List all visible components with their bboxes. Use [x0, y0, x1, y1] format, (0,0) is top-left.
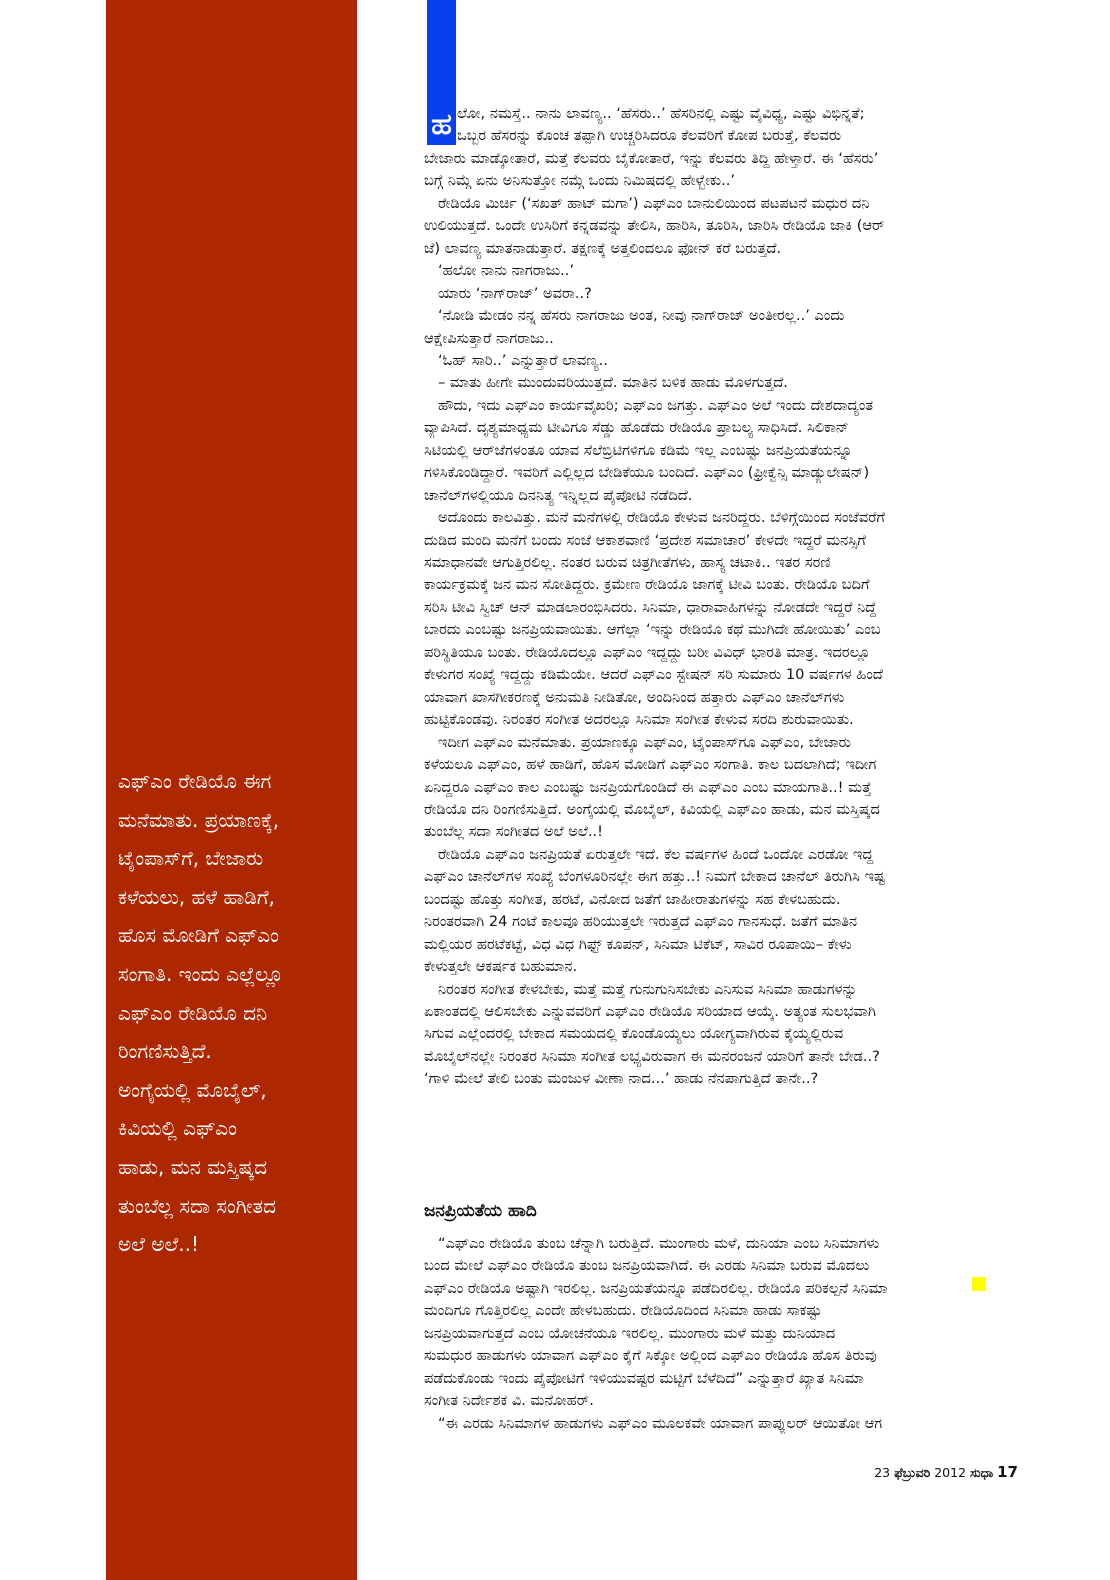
pull-quote-line: ಕಳೆಯಲು, ಹಳೆ ಹಾಡಿಗೆ, — [118, 884, 275, 909]
pull-quote-line: ಹಾಡು, ಮನ ಮಸ್ತಿಷ್ಕದ — [118, 1154, 267, 1179]
article-line: ಕೇಳುತ್ತಲೇ ಆಕರ್ಷಕ ಬಹುಮಾನ. — [424, 958, 578, 976]
article-line: ನಿರಂತರ ಸಂಗೀತ ಕೇಳಬೇಕು, ಮತ್ತೆ ಮತ್ತೆ ಗುನುಗುನಿಸಬೇಕು ಎನಿಸುವ ಸಿನಿಮಾ ಹಾಡುಗಳನ್ನು — [438, 980, 858, 998]
article-line: ಎಫ್‌ಎಂ ಚಾನೆಲ್‌ಗಳ ಸಂಖ್ಯೆ ಬೆಂಗಳೂರಿನಲ್ಲೇ ಈಗ ಹತ್ತು..! ನಿಮಗೆ ಬೇಕಾದ ಚಾನೆಲ್ ತಿರುಗಿಸಿ ಇಷ್ಟ — [424, 868, 885, 886]
section-line: ಸುಮಧುರ ಹಾಡುಗಳು ಯಾವಾಗ ಎಫ್‌ಎಂ ಕೈಗೆ ಸಿಕ್ಕೋ ಅಲ್ಲಿಂದ ಎಫ್‌ಎಂ ರೇಡಿಯೊ ಹೊಸ ತಿರುವು — [424, 1347, 877, 1365]
section-heading: ಜನಪ್ರಿಯತೆಯ ಹಾದಿ — [424, 1201, 537, 1221]
article-line: ಏನಿದ್ದರೂ ಎಫ್‌ಎಂ ಕಾಲ ಎಂಬಷ್ಟು ಜನಪ್ರಿಯಗೊಂಡಿದೆ ಈ ಎಫ್‌ಎಂ ಎಂಬ ಮಾಯಗಾತಿ..! ಮತ್ತೆ — [424, 778, 872, 796]
article-line: ‘ಹಲೋ ನಾನು ನಾಗರಾಜು..’ — [438, 262, 575, 280]
author-name: ಉಮಾ ಅನಂತ್ — [994, 1272, 1096, 1296]
article-line: ಯಾವಾಗ ಖಾಸಗೀಕರಣಕ್ಕೆ ಅನುಮತಿ ನೀಡಿತೋ, ಅಂದಿನಿಂದ ಹತ್ತಾರು ಎಫ್‌ಎಂ ಚಾನೆಲ್‌ಗಳು — [424, 688, 845, 706]
article-line: ರೇಡಿಯೊ ಮಿರ್ಚಿ (‘ಸಖತ್ ಹಾಟ್ ಮಗಾ’) ಎಫ್‌ಎಂ ಬಾನುಲಿಯಿಂದ ಪಟಪಟನೆ ಮಧುರ ದನಿ — [438, 194, 870, 212]
section-line: ಮಂದಿಗೂ ಗೊತ್ತಿರಲಿಲ್ಲ ಎಂದೇ ಹೇಳಬಹುದು. ರೇಡಿಯೊದಿಂದ ಸಿನಿಮಾ ಹಾಡು ಸಾಕಷ್ಟು — [424, 1302, 822, 1320]
article-line: ಕೇಳುಗರ ಸಂಖ್ಯೆ ಇದ್ದದ್ದು ಕಡಿಮೆಯೇ. ಆದರೆ ಎಫ್‌ಎಂ ಸ್ಟೇಷನ್ ಸರಿ ಸುಮಾರು 10 ವರ್ಷಗಳ ಹಿಂದೆ — [424, 666, 883, 684]
article-line: ‘ಗಾಳಿ ಮೇಲೆ ತೇಲಿ ಬಂತು ಮಂಜುಳ ವೀಣಾ ನಾದ...’ ಹಾಡು ನೆನಪಾಗುತ್ತಿದೆ ತಾನೇ..? — [424, 1070, 819, 1088]
article-line: – ಮಾತು ಹೀಗೇ ಮುಂದುವರಿಯುತ್ತದೆ. ಮಾತಿನ ಬಳಿಕ ಹಾಡು ಮೊಳಗುತ್ತದೆ. — [438, 374, 788, 392]
footer-magazine-name: ಸುಧಾ — [970, 1465, 994, 1480]
footer-date-day: 23 — [874, 1465, 891, 1480]
article-line: ಉಲಿಯುತ್ತದೆ. ಒಂದೇ ಉಸಿರಿಗೆ ಕನ್ನಡವನ್ನು ತೇಲಿಸಿ, ಹಾರಿಸಿ, ತೂರಿಸಿ, ಜಾರಿಸಿ ರೇಡಿಯೊ ಜಾಕಿ (ಆರ್ — [424, 217, 885, 235]
pull-quote-line: ಎಫ್‌ಎಂ ರೇಡಿಯೊ ಈಗ — [118, 769, 272, 793]
pull-quote-line: ಅಂಗೈಯಲ್ಲಿ ಮೊಬೈಲ್, — [118, 1077, 267, 1102]
article-line: ಬಾರದು ಎಂಬಷ್ಟು ಜನಪ್ರಿಯವಾಯಿತು. ಆಗೆಲ್ಲಾ ‘ಇನ್ನು ರೇಡಿಯೊ ಕಥೆ ಮುಗಿದೇ ಹೋಯಿತು’ ಎಂಬ — [424, 621, 881, 639]
article-line: ಸಮಾಧಾನವೇ ಆಗುತ್ತಿರಲಿಲ್ಲ. ನಂತರ ಬರುವ ಚಿತ್ರಗೀತೆಗಳು, ಹಾಸ್ಯ ಚಟಾಕಿ.. ಇತರ ಸರಣಿ — [424, 554, 831, 571]
article-line: ಗಳಿಸಿಕೊಂಡಿದ್ದಾರೆ. ಇವರಿಗೆ ಎಲ್ಲಿಲ್ಲದ ಬೇಡಿಕೆಯೂ ಬಂದಿದೆ. ಎಫ್‌ಎಂ (ಫ್ರೀಕ್ವೆನ್ಸಿ ಮಾಡ್ಯುಲೇಷನ್) — [424, 464, 870, 482]
article-line: ಮಲ್ಲಿಯರ ಹರಟೆಕಟ್ಟೆ, ವಿಧ ವಿಧ ಗಿಫ್ಟ್ ಕೂಪನ್, ಸಿನಿಮಾ ಟಿಕೆಟ್, ಸಾವಿರ ರೂಪಾಯಿ– ಕೇಳು — [424, 935, 852, 953]
pull-quote-line: ರಿಂಗಣಿಸುತ್ತಿದೆ. — [118, 1039, 212, 1064]
pull-quote-line: ಕಿವಿಯಲ್ಲಿ ಎಫ್‌ಎಂ — [118, 1116, 237, 1141]
drop-cap-letter: ಹ — [431, 107, 452, 142]
article-line: ಹುಟ್ಟಿಕೊಂಡವು. ನಿರಂತರ ಸಂಗೀತ ಅದರಲ್ಲೂ ಸಿನಿಮಾ ಸಂಗೀತ ಕೇಳುವ ಸರದಿ ಶುರುವಾಯಿತು. — [424, 711, 854, 729]
article-line: ತುಂಬೆಲ್ಲ ಸದಾ ಸಂಗೀತದ ಅಲೆ ಅಲೆ..! — [424, 823, 604, 841]
article-line: ಜೆ) ಲಾವಣ್ಯ ಮಾತನಾಡುತ್ತಾರೆ. ತಕ್ಷಣಕ್ಕೆ ಅತ್ತಲಿಂದಲೂ ಫೋನ್ ಕರೆ ಬರುತ್ತದೆ. — [424, 239, 782, 257]
article-line: ಲೋ, ನಮಸ್ತೆ.. ನಾನು ಲಾವಣ್ಯ.. ‘ಹೆಸರು..’ ಹೆಸರಿನಲ್ಲಿ ಎಷ್ಟು ವೈವಿಧ್ಯ, ಎಷ್ಟು ವಿಭಿನ್ನತೆ; — [457, 105, 865, 122]
article-line: ಕಳೆಯಲೂ ಎಫ್‌ಎಂ, ಹಳೆ ಹಾಡಿಗೆ, ಹೊಸ ಮೋಡಿಗೆ ಎಫ್‌ಎಂ ಸಂಗಾತಿ. ಕಾಲ ಬದಲಾಗಿದೆ; ಇದೀಗ — [424, 756, 877, 774]
article-line: ದುಡಿದ ಮಂದಿ ಮನೆಗೆ ಬಂದು ಸಂಜೆ ಆಕಾಶವಾಣಿ ‘ಪ್ರದೇಶ ಸಮಾಚಾರ’ ಕೇಳದೇ ಇದ್ದರೆ ಮನಸ್ಸಿಗೆ — [424, 531, 866, 549]
article-line: ಆಕ್ಷೇಪಿಸುತ್ತಾರೆ ನಾಗರಾಜು.. — [424, 329, 554, 347]
pull-quote-line: ತುಂಬೆಲ್ಲ ಸದಾ ಸಂಗೀತದ — [118, 1193, 276, 1218]
pull-quote-line: ಟೈಂಪಾಸ್‌ಗೆ, ಬೇಜಾರು — [118, 846, 264, 871]
article-line: ಸರಿಸಿ ಟೀವಿ ಸ್ವಿಚ್ ಆನ್ ಮಾಡಲಾರಂಭಿಸಿದರು. ಸಿನಿಮಾ, ಧಾರಾವಾಹಿಗಳನ್ನು ನೋಡದೇ ಇದ್ದರೆ ನಿದ್ದೆ — [424, 598, 877, 616]
article-body — [424, 0, 1024, 1470]
article-line: ಬಗ್ಗೆ ನಿಮ್ಗೆ ಏನು ಅನಿಸುತ್ತೋ ನಮ್ಗೆ ಒಂದು ನಿಮಿಷದಲ್ಲಿ ಹೇಳ್ಬೇಕು..’ — [424, 172, 736, 190]
section-line: ಜನಪ್ರಿಯವಾಗುತ್ತದೆ ಎಂಬ ಯೋಚನೆಯೂ ಇರಲಿಲ್ಲ. ಮುಂಗಾರು ಮಳೆ ಮತ್ತು ದುನಿಯಾದ — [424, 1324, 836, 1342]
pull-quote-line: ಅಲೆ ಅಲೆ..! — [118, 1232, 199, 1257]
section-line: ಬಂದ ಮೇಲೆ ಎಫ್‌ಎಂ ರೇಡಿಯೊ ತುಂಬ ಜನಪ್ರಿಯವಾಗಿದೆ. ಈ ಎರಡು ಸಿನಿಮಾ ಬರುವ ಮೊದಲು — [424, 1257, 870, 1275]
article-line: ಬಂದಷ್ಟು ಹೊತ್ತು ಸಂಗೀತ, ಹರಟೆ, ವಿನೋದ ಜತೆಗೆ ಜಾಹೀರಾತುಗಳನ್ನು ಸಹ ಕೇಳಬಹುದು. — [424, 890, 841, 908]
article-line: ‘ಓಹ್ ಸಾರಿ..’ ಎನ್ನುತ್ತಾರೆ ಲಾವಣ್ಯ.. — [438, 351, 608, 369]
article-line: ಕಾರ್ಯಕ್ರಮಕ್ಕೆ ಜನ ಮನ ಸೋತಿದ್ದರು. ಕ್ರಮೇಣ ರೇಡಿಯೊ ಜಾಗಕ್ಕೆ ಟೀವಿ ಬಂತು. ರೇಡಿಯೊ ಬದಿಗೆ — [424, 576, 870, 594]
footer-page-number: 17 — [997, 1463, 1018, 1481]
article-line: ಪರಿಸ್ಥಿತಿಯೂ ಬಂತು. ರೇಡಿಯೊದಲ್ಲೂ ಎಫ್‌ಎಂ ಇದ್ದದ್ದು ಬರೀ ವಿವಿಧ್ ಭಾರತಿ ಮಾತ್ರ. ಇದರಲ್ಲೂ — [424, 643, 871, 661]
article-line: ರೇಡಿಯೊ ದನಿ ರಿಂಗಣಿಸುತ್ತಿದೆ. ಅಂಗೈಯಲ್ಲಿ ಮೊಬೈಲ್, ಕಿವಿಯಲ್ಲಿ ಎಫ್‌ಎಂ ಹಾಡು, ಮನ ಮಸ್ತಿಷ್ಕದ — [424, 800, 880, 818]
pull-quote-line: ಮನೆಮಾತು. ಪ್ರಯಾಣಕ್ಕೆ, — [118, 807, 280, 832]
article-line: ರೇಡಿಯೊ ಎಫ್‌ಎಂ ಜನಪ್ರಿಯತೆ ಏರುತ್ತಲೇ ಇದೆ. ಕೆಲ ವರ್ಷಗಳ ಹಿಂದೆ ಒಂದೋ ಎರಡೋ ಇದ್ದ — [438, 845, 874, 863]
article-line: ‘ನೋಡಿ ಮೇಡಂ ನನ್ನ ಹೆಸರು ನಾಗರಾಜು ಅಂತ, ನೀವು ನಾಗ್‌ರಾಜ್ ಅಂತೀರಲ್ಲ..’ ಎಂದು — [438, 307, 845, 325]
pull-quote-line: ಹೊಸ ಮೋಡಿಗೆ ಎಫ್‌ಎಂ — [118, 923, 279, 948]
article-line: ನಿರಂತರವಾಗಿ 24 ಗಂಟೆ ಕಾಲವೂ ಹರಿಯುತ್ತಲೇ ಇರುತ್ತದೆ ಎಫ್‌ಎಂ ಗಾನಸುಧೆ. ಜತೆಗೆ ಮಾತಿನ — [424, 913, 858, 931]
pull-quote — [118, 762, 354, 1264]
pull-quote-line: ಸಂಗಾತಿ. ಇಂದು ಎಲ್ಲೆಲ್ಲೂ — [118, 961, 284, 986]
article-line: ವ್ಯಾಪಿಸಿದೆ. ದೃಶ್ಯಮಾಧ್ಯಮ ಟೀವಿಗೂ ಸೆಡ್ಡು ಹೊಡೆದು ರೇಡಿಯೊ ಪ್ರಾಬಲ್ಯ ಸಾಧಿಸಿದೆ. ಸಿಲಿಕಾನ್ — [424, 419, 849, 437]
section-line: ಪಡೆದುಕೊಂಡು ಇಂದು ಪೈಪೋಟಿಗೆ ಇಳಿಯುವಷ್ಟರ ಮಟ್ಟಿಗೆ ಬೆಳೆದಿದೆ” ಎನ್ನುತ್ತಾರೆ ಖ್ಯಾತ ಸಿನಿಮಾ — [424, 1369, 864, 1387]
article-line: ಚಾನೆಲ್‌ಗಳಲ್ಲಿಯೂ ದಿನನಿತ್ಯ ಇನ್ನಿಲ್ಲದ ಪೈಪೋಟಿ ನಡೆದಿದೆ. — [424, 486, 693, 504]
footer-date-year: 2012 — [934, 1465, 967, 1480]
article-line: ಬೇಜಾರು ಮಾಡ್ಕೋತಾರೆ, ಮತ್ತೆ ಕೆಲವರು ಬೈಕೋತಾರೆ, ಇನ್ನು ಕೆಲವರು ತಿದ್ದಿ ಹೇಳ್ತಾರೆ. ಈ ‘ಹೆಸರು’ — [424, 149, 879, 167]
footer-date-month: ಫೆಬ್ರುವರಿ — [894, 1465, 931, 1480]
article-line: ಸಿಗುವ ಎಲ್ಲೆಂದರಲ್ಲಿ ಬೇಕಾದ ಸಮಯದಲ್ಲಿ ಕೊಂಡೊಯ್ಯಲು ಯೋಗ್ಯವಾಗಿರುವ ಕೈಯ್ಯಲ್ಲಿರುವ — [424, 1025, 844, 1043]
section-line: ಸಂಗೀತ ನಿರ್ದೇಶಕ ವಿ. ಮನೋಹರ್. — [424, 1392, 594, 1410]
section-line: “ಎಫ್‌ಎಂ ರೇಡಿಯೊ ತುಂಬ ಚೆನ್ನಾಗಿ ಬರುತ್ತಿದೆ. ಮುಂಗಾರು ಮಳೆ, ದುನಿಯಾ ಎಂಬ ಸಿನಿಮಾಗಳು — [438, 1235, 880, 1252]
article-line: ಯಾರು ‘ನಾಗ್‌ರಾಜ್’ ಅವರಾ..? — [438, 284, 592, 302]
article-line: ಸಿಟಿಯಲ್ಲಿ ಆರ್‌ಜೆಗಳಂತೂ ಯಾವ ಸೆಲೆಬ್ರಿಟಿಗಳಿಗೂ ಕಡಿಮೆ ಇಲ್ಲ ಎಂಬಷ್ಟು ಜನಪ್ರಿಯತೆಯನ್ನೂ — [424, 441, 853, 459]
page-footer — [874, 1463, 1018, 1481]
article-line: ಏಕಾಂತದಲ್ಲಿ ಆಲಿಸಬೇಕು ಎನ್ನುವವರಿಗೆ ಎಫ್‌ಎಂ ರೇಡಿಯೊ ಸರಿಯಾದ ಆಯ್ಕೆ. ಅತ್ಯಂತ ಸುಲಭವಾಗಿ — [424, 1003, 876, 1020]
article-line: ಅದೊಂದು ಕಾಲವಿತ್ತು. ಮನೆ ಮನೆಗಳಲ್ಲಿ ರೇಡಿಯೊ ಕೇಳುವ ಜನರಿದ್ದರು. ಬೆಳಿಗ್ಗೆಯಿಂದ ಸಂಜೆವರೆಗೆ — [438, 509, 885, 527]
pull-quote-line: ಎಫ್‌ಎಂ ರೇಡಿಯೊ ದನಿ — [118, 1000, 268, 1025]
article-line: ಇದೀಗ ಎಫ್‌ಎಂ ಮನೆಮಾತು. ಪ್ರಯಾಣಕ್ಕೂ ಎಫ್‌ಎಂ, ಟೈಂಪಾಸ್‌ಗೂ ಎಫ್‌ಎಂ, ಬೇಜಾರು — [438, 733, 851, 751]
article-line: ಒಬ್ಬರ ಹೆಸರನ್ನು ಕೊಂಚ ತಪ್ಪಾಗಿ ಉಚ್ಚರಿಸಿದರೂ ಕೆಲವರಿಗೆ ಕೋಪ ಬರುತ್ತೆ, ಕೆಲವರು — [457, 127, 842, 145]
section-line: ಎಫ್‌ಎಂ ರೇಡಿಯೊ ಅಷ್ಟಾಗಿ ಇರಲಿಲ್ಲ. ಜನಪ್ರಿಯತೆಯನ್ನೂ ಪಡೆದಿರಲಿಲ್ಲ. ರೇಡಿಯೊ ಪರಿಕಲ್ಪನೆ ಸಿನಿಮಾ — [424, 1279, 888, 1297]
section-line: “ಈ ಎರಡು ಸಿನಿಮಾಗಳ ಹಾಡುಗಳು ಎಫ್‌ಎಂ ಮೂಲಕವೇ ಯಾವಾಗ ಪಾಪ್ಯುಲರ್ ಆಯಿತೋ ಆಗ — [438, 1414, 883, 1432]
article-line: ಮೊಬೈಲ್‌ನಲ್ಲೇ ನಿರಂತರ ಸಿನಿಮಾ ಸಂಗೀತ ಲಭ್ಯವಿರುವಾಗ ಈ ಮನರಂಜನೆ ಯಾರಿಗೆ ತಾನೇ ಬೇಡ..? — [424, 1047, 880, 1065]
article-line: ಹೌದು, ಇದು ಎಫ್‌ಎಂ ಕಾರ್ಯವೈಖರಿ; ಎಫ್‌ಎಂ ಜಗತ್ತು. ಎಫ್‌ಎಂ ಅಲೆ ಇಂದು ದೇಶದಾದ್ಯಂತ — [438, 396, 874, 414]
